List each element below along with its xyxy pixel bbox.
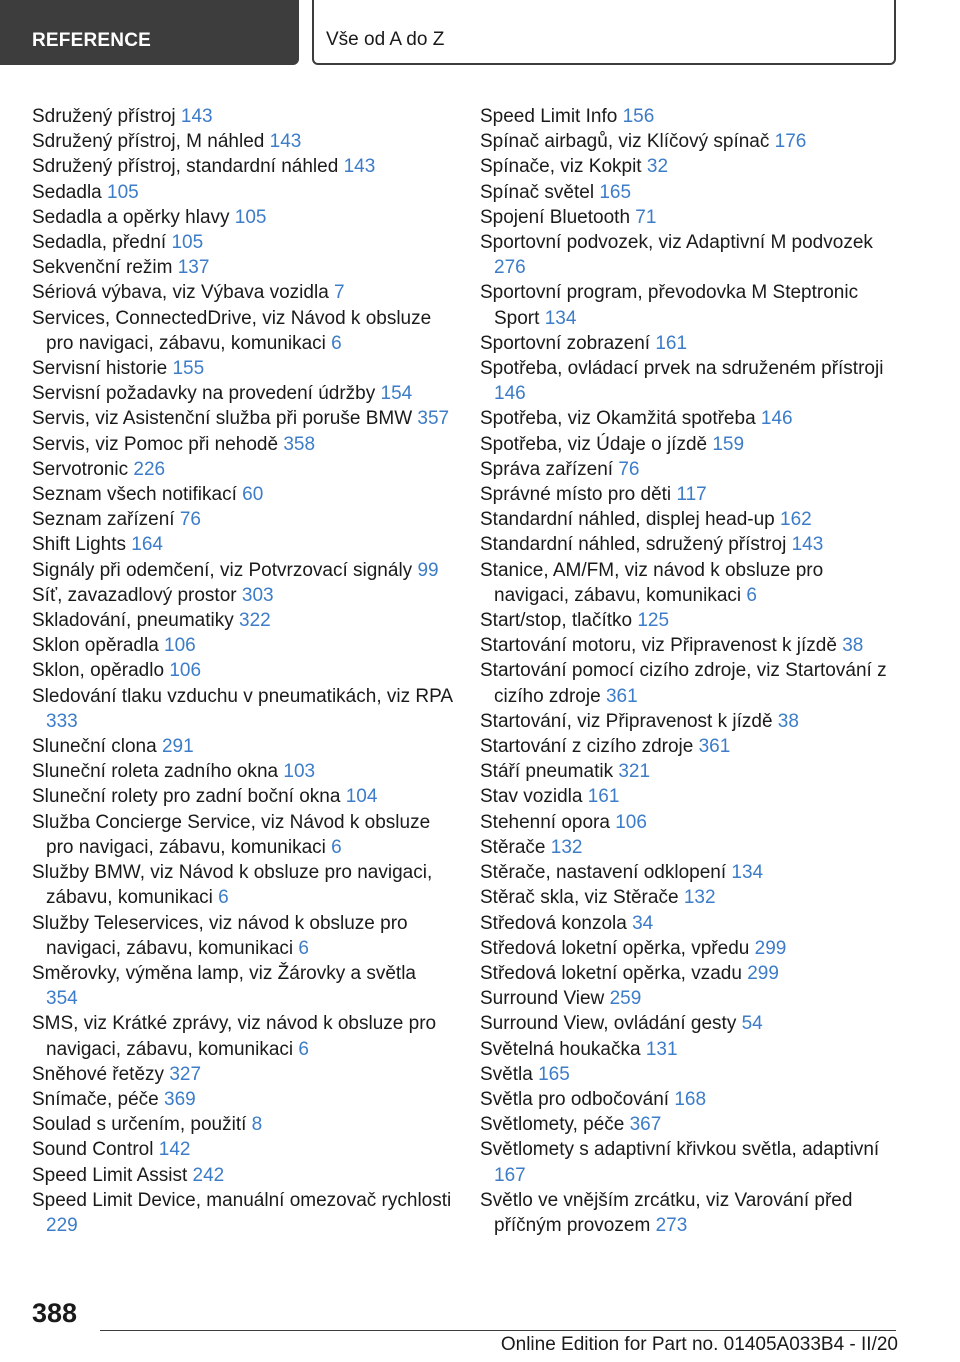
- index-entry: [480, 1011, 900, 1036]
- index-term: Sekvenční režim: [32, 257, 173, 279]
- page-reference-link[interactable]: 143: [269, 131, 302, 153]
- index-term: Speed Limit Info: [480, 106, 618, 127]
- page-reference-link[interactable]: 6: [298, 1038, 309, 1060]
- page-reference-link[interactable]: 143: [343, 156, 376, 178]
- index-term: Startování, viz Připravenost k jízdě: [480, 710, 773, 732]
- index-entry: [32, 129, 452, 154]
- index-term: Světla: [480, 1063, 533, 1085]
- page-reference-link[interactable]: 164: [131, 534, 163, 556]
- page-reference-link[interactable]: 273: [655, 1214, 688, 1236]
- page-reference-link[interactable]: 361: [605, 685, 638, 707]
- index-entry: [32, 583, 452, 608]
- index-entry: [32, 507, 452, 532]
- index-term: Seznam zařízení: [32, 509, 175, 531]
- page-reference-link[interactable]: 358: [283, 433, 316, 455]
- page-reference-link[interactable]: 357: [417, 408, 450, 430]
- index-term: Směrovky, výměna lamp, viz Žárovky a světla: [32, 962, 416, 984]
- index-entry: [480, 911, 900, 936]
- index-term: Správné místo pro děti: [480, 484, 672, 506]
- page-reference-link[interactable]: 6: [218, 887, 229, 909]
- index-term: Sound Control: [32, 1139, 154, 1161]
- index-term: Sériová výbava, viz Výbava vozidla: [32, 282, 329, 304]
- page-reference-link[interactable]: 142: [158, 1139, 191, 1161]
- page-reference-link[interactable]: 354: [46, 988, 78, 1010]
- index-entry: [480, 406, 900, 431]
- page-reference-link[interactable]: 276: [494, 257, 526, 279]
- index-term: Středová loketní opěrka, vpředu: [480, 937, 750, 959]
- page-reference-link[interactable]: 146: [760, 408, 793, 430]
- index-entry: [480, 457, 900, 482]
- index-entry: [32, 1011, 452, 1061]
- page-reference-link[interactable]: 6: [746, 584, 757, 606]
- page-reference-link[interactable]: 7: [334, 282, 345, 304]
- index-term: Sedadla: [32, 181, 102, 203]
- index-term: Standardní náhled, displej head-up: [480, 509, 775, 531]
- page-reference-link[interactable]: 242: [192, 1164, 225, 1186]
- index-entry: [480, 558, 900, 608]
- index-entry: [480, 230, 900, 280]
- index-column-left: [32, 104, 452, 1238]
- page-reference-link[interactable]: 176: [774, 131, 807, 153]
- index-term: Seznam všech notifikací: [32, 484, 237, 506]
- index-term: Sklon, opěradlo: [32, 660, 165, 682]
- index-term: Surround View: [480, 988, 605, 1010]
- index-entry: [480, 1188, 900, 1238]
- page-number: 388: [32, 1298, 78, 1328]
- index-term: Síť, zavazadlový prostor: [32, 584, 237, 606]
- page-reference-link[interactable]: 229: [46, 1214, 78, 1236]
- page-reference-link[interactable]: 161: [655, 332, 688, 354]
- index-term: Shift Lights: [32, 534, 126, 556]
- index-entry: [32, 457, 452, 482]
- index-entry: [32, 1062, 452, 1087]
- page-reference-link[interactable]: 143: [180, 106, 213, 127]
- index-entry: [480, 280, 900, 330]
- index-entry: [480, 104, 900, 129]
- index-entry: [32, 432, 452, 457]
- index-term: Stav vozidla: [480, 786, 583, 808]
- index-term: Světelná houkačka: [480, 1038, 641, 1060]
- index-term: Středová loketní opěrka, vzadu: [480, 962, 742, 984]
- index-entry: [32, 784, 452, 809]
- index-entry: [480, 129, 900, 154]
- page-reference-link[interactable]: 134: [544, 307, 577, 329]
- page-reference-link[interactable]: 105: [171, 232, 204, 254]
- page-reference-link[interactable]: 54: [741, 1013, 763, 1035]
- index-entry: [32, 280, 452, 305]
- page-reference-link[interactable]: 132: [550, 836, 583, 858]
- page-reference-link[interactable]: 117: [676, 484, 707, 506]
- index-term: Surround View, ovládání gesty: [480, 1013, 737, 1035]
- index-entry: [480, 482, 900, 507]
- index-term: Stáří pneumatik: [480, 761, 614, 783]
- index-term: Stěrače: [480, 836, 546, 858]
- page-reference-link[interactable]: 106: [169, 660, 202, 682]
- index-term: Servisní historie: [32, 358, 168, 380]
- index-term: Spotřeba, viz Okamžitá spotřeba: [480, 408, 756, 430]
- index-term: Servis, viz Pomoc při nehodě: [32, 433, 279, 455]
- index-entry: [480, 1037, 900, 1062]
- index-entry: [480, 205, 900, 230]
- page-reference-link[interactable]: 104: [345, 786, 378, 808]
- index-term: Stehenní opora: [480, 811, 610, 833]
- index-entry: [480, 709, 900, 734]
- page-reference-link[interactable]: 291: [161, 736, 194, 758]
- index-term: Sluneční rolety pro zadní boční okna: [32, 786, 341, 808]
- index-term: Světlomety s adaptivní křivkou světla, adaptivní: [480, 1139, 880, 1161]
- index-term: Services, ConnectedDrive, viz Návod k obsluze pro navigaci, zábavu, komunikaci: [32, 307, 432, 354]
- page-reference-link[interactable]: 6: [331, 332, 342, 354]
- index-entry: [32, 734, 452, 759]
- index-entry: [480, 860, 900, 885]
- page-reference-link[interactable]: 156: [622, 106, 655, 127]
- page-reference-link[interactable]: 165: [538, 1063, 570, 1085]
- index-entry: [32, 306, 452, 356]
- page-reference-link[interactable]: 367: [629, 1114, 662, 1136]
- index-entry: [32, 1137, 452, 1162]
- index-term: Start/stop, tlačítko: [480, 610, 633, 632]
- index-term: Spínače, viz Kokpit: [480, 156, 642, 178]
- page-reference-link[interactable]: 322: [239, 610, 271, 632]
- page-reference-link[interactable]: 103: [283, 761, 316, 783]
- page-reference-link[interactable]: 137: [177, 257, 210, 279]
- index-term: Sluneční roleta zadního okna: [32, 761, 279, 783]
- index-term: Spotřeba, viz Údaje o jízdě: [480, 433, 708, 455]
- index-term: Sklon opěradla: [32, 635, 159, 657]
- index-entry: [480, 734, 900, 759]
- index-term: Služby Teleservices, viz návod k obsluze pro navigaci, zábavu, komunikaci: [32, 912, 408, 959]
- page-reference-link[interactable]: 34: [632, 912, 654, 934]
- page-reference-link[interactable]: 159: [712, 433, 745, 455]
- index-entry: [32, 684, 452, 734]
- index-term: Soulad s určením, použití: [32, 1114, 247, 1136]
- index-entry: [32, 1087, 452, 1112]
- page-reference-link[interactable]: 321: [618, 761, 651, 783]
- index-entry: [32, 154, 452, 179]
- index-entry: [480, 356, 900, 406]
- index-entry: [32, 356, 452, 381]
- page-reference-link[interactable]: 131: [645, 1038, 678, 1060]
- index-term: Skladování, pneumatiky: [32, 610, 234, 632]
- index-entry: [32, 608, 452, 633]
- index-entry: [32, 104, 452, 129]
- page-reference-link[interactable]: 125: [637, 610, 670, 632]
- index-term: Sportovní zobrazení: [480, 332, 651, 354]
- page-reference-link[interactable]: 299: [747, 962, 779, 984]
- page-reference-link[interactable]: 106: [615, 811, 647, 833]
- index-term: SMS, viz Krátké zprávy, viz návod k obsluze pro navigaci, zábavu, komunikaci: [32, 1013, 437, 1060]
- index-term: Speed Limit Device, manuální omezovač rychlosti: [32, 1189, 452, 1211]
- page-reference-link[interactable]: 71: [635, 206, 657, 228]
- index-entry: [480, 885, 900, 910]
- index-term: Sedadla a opěrky hlavy: [32, 206, 230, 228]
- index-term: Sluneční clona: [32, 736, 157, 758]
- index-entry: [32, 658, 452, 683]
- index-entry: [32, 205, 452, 230]
- index-term: Sněhové řetězy: [32, 1063, 165, 1085]
- index-term: Spojení Bluetooth: [480, 206, 631, 228]
- index-entry: [32, 532, 452, 557]
- index-entry: [480, 1062, 900, 1087]
- page-reference-link[interactable]: 132: [683, 887, 716, 909]
- index-entry: [480, 1137, 900, 1187]
- page-reference-link[interactable]: 76: [618, 458, 640, 480]
- index-entry: [480, 432, 900, 457]
- page-reference-link[interactable]: 299: [754, 937, 787, 959]
- index-entry: [32, 860, 452, 910]
- index-term: Stěrače, nastavení odklopení: [480, 862, 727, 884]
- index-entry: [480, 759, 900, 784]
- index-entry: [32, 759, 452, 784]
- page-reference-link[interactable]: 6: [331, 836, 342, 858]
- index-term: Servotronic: [32, 458, 129, 480]
- index-entry: [480, 936, 900, 961]
- index-entry: [480, 986, 900, 1011]
- index-entry: [480, 608, 900, 633]
- section-tab: [0, 0, 299, 65]
- index-entry: [32, 1112, 452, 1137]
- page-reference-link[interactable]: 146: [494, 383, 526, 405]
- index-entry: [32, 911, 452, 961]
- index-entry: [480, 658, 900, 708]
- page-reference-link[interactable]: 167: [494, 1164, 526, 1186]
- page-reference-link[interactable]: 155: [172, 358, 205, 380]
- index-entry: [32, 558, 452, 583]
- index-term: Standardní náhled, sdružený přístroj: [480, 534, 787, 556]
- index-term: Spotřeba, ovládací prvek na sdruženém přístroji: [480, 358, 884, 380]
- page-reference-link[interactable]: 38: [777, 710, 799, 732]
- index-term: Spínač airbagů, viz Klíčový spínač: [480, 131, 770, 153]
- index-entry: [32, 255, 452, 280]
- page-reference-link[interactable]: 168: [674, 1088, 707, 1110]
- index-column-right: [480, 104, 900, 1238]
- index-term: Sdružený přístroj, M náhled: [32, 131, 265, 153]
- index-term: Světlo ve vnějším zrcátku, viz Varování před příčným provozem: [480, 1189, 853, 1236]
- index-entry: [32, 230, 452, 255]
- index-entry: [32, 961, 452, 1011]
- index-term: Světlomety, péče: [480, 1114, 625, 1136]
- index-entry: [480, 154, 900, 179]
- index-term: Snímače, péče: [32, 1088, 159, 1110]
- index-term: Sdružený přístroj, standardní náhled: [32, 156, 339, 178]
- page-reference-link[interactable]: 162: [780, 509, 812, 531]
- page-reference-link[interactable]: 226: [133, 458, 166, 480]
- index-term: Startování motoru, viz Připravenost k jízdě: [480, 635, 837, 657]
- index-entry: [480, 1087, 900, 1112]
- index-term: Služby BMW, viz Návod k obsluze pro navigaci, zábavu, komunikaci: [32, 862, 433, 909]
- index-term: Sdružený přístroj: [32, 106, 176, 127]
- index-entry: [32, 180, 452, 205]
- index-entry: [480, 961, 900, 986]
- page-reference-link[interactable]: 6: [298, 937, 309, 959]
- index-entry: [480, 180, 900, 205]
- index-entry: [480, 835, 900, 860]
- page-reference-link[interactable]: 60: [242, 484, 264, 506]
- edition-info: Online Edition for Part no. 01405A033B4 - II/20: [500, 1334, 898, 1355]
- footer-divider: [100, 1330, 896, 1331]
- index-term: Servisní požadavky na provedení údržby: [32, 383, 376, 405]
- index-term: Spínač světel: [480, 181, 595, 203]
- index-term: Sportovní program, převodovka M Steptronic Sport: [480, 282, 859, 329]
- section-label: REFERENCE: [32, 30, 151, 51]
- page-reference-link[interactable]: 369: [164, 1088, 196, 1110]
- index-entry: [480, 784, 900, 809]
- page-reference-link[interactable]: 143: [791, 534, 824, 556]
- index-term: Správa zařízení: [480, 458, 614, 480]
- index-entry: [480, 507, 900, 532]
- page-reference-link[interactable]: 333: [46, 710, 78, 732]
- index-term: Sledování tlaku vzduchu v pneumatikách, viz RPA: [32, 685, 452, 707]
- page-reference-link[interactable]: 106: [164, 635, 196, 657]
- index-entry: [32, 482, 452, 507]
- page-reference-link[interactable]: 8: [251, 1114, 263, 1136]
- page-reference-link[interactable]: 105: [234, 206, 267, 228]
- index-entry: [480, 1112, 900, 1137]
- index-entry: [32, 406, 452, 431]
- page-reference-link[interactable]: 99: [417, 559, 439, 581]
- index-term: Servis, viz Asistenční služba při poruše BMW: [32, 408, 413, 430]
- index-entry: [480, 810, 900, 835]
- page-reference-link[interactable]: 165: [599, 181, 632, 203]
- page-reference-link[interactable]: 259: [609, 988, 642, 1010]
- page-reference-link[interactable]: 303: [241, 584, 274, 606]
- page-reference-link[interactable]: 134: [731, 862, 764, 884]
- page-reference-link[interactable]: 32: [646, 156, 669, 178]
- index-entry: [32, 633, 452, 658]
- index-term: Startování pomocí cizího zdroje, viz Startování z cizího zdroje: [480, 660, 887, 707]
- index-entry: [480, 633, 900, 658]
- index-entry: [32, 1188, 452, 1238]
- index-term: Startování z cizího zdroje: [480, 736, 694, 758]
- index-entry: [480, 532, 900, 557]
- page-reference-link[interactable]: 105: [107, 181, 139, 203]
- index-term: Stěrač skla, viz Stěrače: [480, 887, 679, 909]
- index-term: Sedadla, přední: [32, 232, 167, 254]
- page-reference-link[interactable]: 38: [842, 635, 864, 657]
- index-term: Speed Limit Assist: [32, 1164, 188, 1186]
- index-term: Služba Concierge Service, viz Návod k obsluze pro navigaci, zábavu, komunikaci: [32, 811, 431, 858]
- index-term: Stanice, AM/FM, viz návod k obsluze pro navigaci, zábavu, komunikaci: [480, 559, 824, 606]
- page-reference-link[interactable]: 327: [169, 1063, 202, 1085]
- chapter-title: Vše od A do Z: [326, 29, 445, 50]
- index-term: Sportovní podvozek, viz Adaptivní M podvozek: [480, 232, 873, 254]
- index-entry: [32, 1163, 452, 1188]
- page-reference-link[interactable]: 361: [698, 736, 731, 758]
- index-term: Středová konzola: [480, 912, 627, 934]
- page-reference-link[interactable]: 161: [587, 786, 620, 808]
- index-entry: [480, 331, 900, 356]
- index-term: Signály při odemčení, viz Potvrzovací signály: [32, 559, 413, 581]
- index-term: Světla pro odbočování: [480, 1088, 670, 1110]
- chapter-tab: [312, 0, 896, 65]
- index-entry: [32, 810, 452, 860]
- page-reference-link[interactable]: 154: [380, 383, 413, 405]
- index-entry: [32, 381, 452, 406]
- page-reference-link[interactable]: 76: [179, 509, 201, 531]
